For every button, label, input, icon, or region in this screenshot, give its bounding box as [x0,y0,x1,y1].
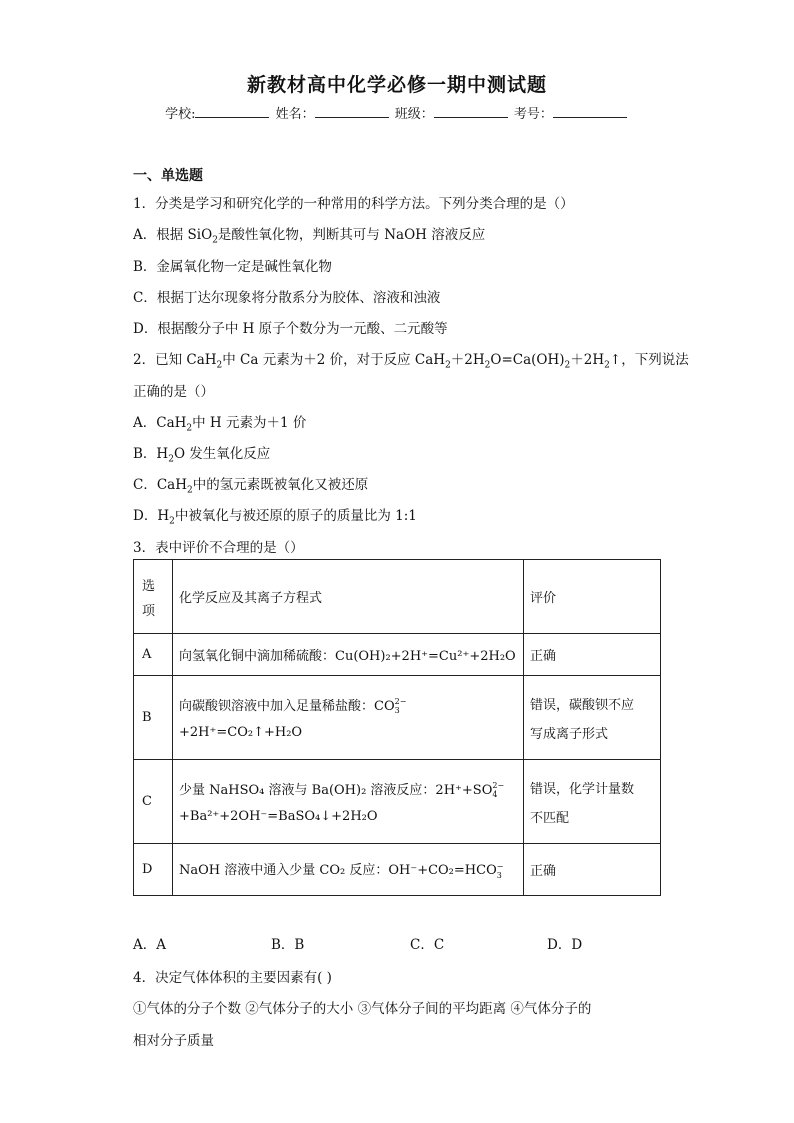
name-label: 姓名： [275,107,315,122]
q2-option-c: C．CaH$_2$中的氢元素既被氧化又被还原 [133,477,369,496]
q1-option-a: A．根据 SiO$_2$是酸性氧化物，判断其可与 NaOH 溶液反应 [133,227,486,246]
q4-choices-line1: ①气体的分子个数 ②气体分子的大小 ③气体分子间的平均距离 ④气体分子的 [133,1001,592,1017]
row-option: A [134,634,173,676]
header-evaluation: 评价 [524,560,661,634]
q2-stem-line2: 正确的是（） [133,384,214,400]
row-evaluation: 正确 [524,634,661,676]
q2-option-b: B．$H_2O$ 发生氧化反应 [133,446,271,465]
section-heading: 一、单选题 [133,168,203,184]
header-option: 选 项 [134,560,173,634]
table-row [134,760,661,844]
q1-stem: 1．分类是学习和研究化学的一种常用的科学方法。下列分类合理的是（） [133,196,574,212]
q3-option-d[interactable]: D．D [547,937,583,953]
q2-option-d: D．$H_2$中被氧化与被还原的原子的质量比为 1:1 [133,508,417,527]
class-label: 班级： [394,107,434,122]
q3-table [133,559,661,896]
row-option: B [134,676,173,760]
row-evaluation: 错误，化学计量数 不匹配 [524,760,661,844]
number-field[interactable] [553,105,627,118]
page-title: 新教材高中化学必修一期中测试题 [246,74,547,96]
row-option: D [134,844,173,896]
q3-option-b[interactable]: B．B [271,937,305,953]
name-field[interactable] [315,105,389,118]
q1-option-c: C．根据丁达尔现象将分散系分为胶体、溶液和浊液 [133,290,441,306]
row-equation: 少量 NaHSO₄ 溶液与 Ba(OH)₂ 溶液反应：2H⁺+SO 2− 4 +Ba²⁺+2OH⁻=BaSO₄↓+2H₂O [173,760,524,844]
q1-option-d: D．根据酸分子中 H 原子个数分为一元酸、二元酸等 [133,321,448,337]
row-evaluation: 正确 [524,844,661,896]
row-option: C [134,760,173,844]
q4-stem: 4．决定气体体积的主要因素有( ) [133,970,332,986]
header-equation: 化学反应及其离子方程式 [173,560,524,634]
table-row [134,676,661,760]
table-row [134,634,661,676]
row-equation: NaOH 溶液中通入少量 CO₂ 反应：OH⁻+CO₂=HCO − 3 [173,844,524,896]
student-info-line [0,103,794,122]
class-field[interactable] [434,105,508,118]
q4-choices-line2: 相对分子质量 [133,1033,214,1049]
row-evaluation: 错误，碳酸钡不应 写成离子形式 [524,676,661,760]
q1-option-b: B．金属氧化物一定是碱性氧化物 [133,259,332,275]
number-label: 考号： [513,107,553,122]
q3-stem: 3．表中评价不合理的是（） [133,540,304,556]
q2-stem-line1: 2．已知 CaH$_2$中 Ca 元素为＋2 价，对于反应 $CaH_2+2H_2O=Ca(OH)_2+2H_2↑$，下列说法 [133,352,689,371]
q2-option-a: A．CaH$_2$中 H 元素为＋1 价 [133,415,307,434]
row-equation: 向氢氧化铜中滴加稀硫酸：Cu(OH)₂+2H⁺=Cu²⁺+2H₂O [173,634,524,676]
school-label: 学校: [165,107,196,122]
school-field[interactable] [195,105,269,118]
table-header-row [134,560,661,634]
q3-option-a[interactable]: A．A [133,937,166,953]
row-equation: 向碳酸钡溶液中加入足量稀盐酸：CO 2− 3 +2H⁺=CO₂↑+H₂O [173,676,524,760]
table-row [134,844,661,896]
q3-option-c[interactable]: C．C [410,937,445,953]
